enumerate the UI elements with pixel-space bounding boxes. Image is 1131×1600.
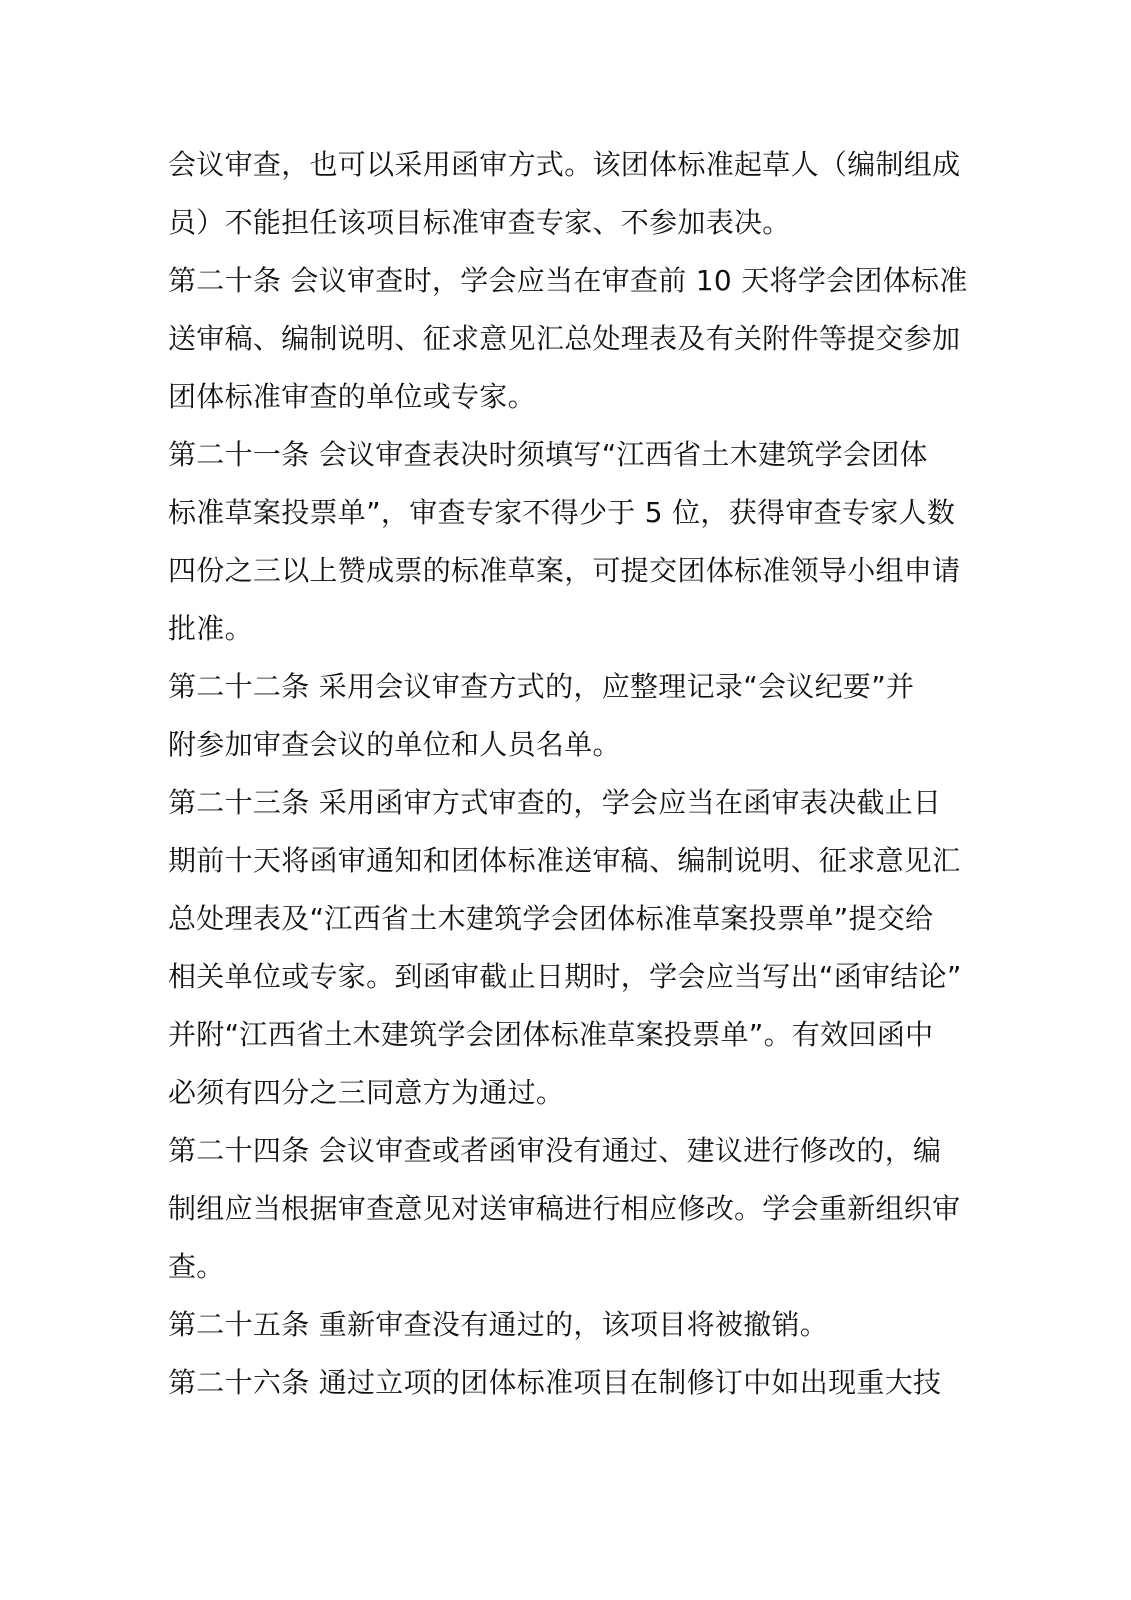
- document-body: [168, 136, 968, 1412]
- text-line: 相关单位或专家。到函审截止日期时，学会应当写出“函审结论”: [168, 960, 962, 993]
- article-25-line: 第二十五条 重新审查没有通过的，该项目将被撤销。: [168, 1308, 829, 1341]
- article-23-line: 第二十三条 采用函审方式审查的，学会应当在函审表决截止日: [168, 786, 942, 819]
- text-line: 期前十天将函审通知和团体标准送审稿、编制说明、征求意见汇: [168, 844, 961, 877]
- text-line: 附参加审查会议的单位和人员名单。: [168, 728, 621, 761]
- text-line: 送审稿、编制说明、征求意见汇总处理表及有关附件等提交参加: [168, 322, 961, 355]
- article-21-line: 第二十一条 会议审查表决时须填写“江西省土木建筑学会团体: [168, 438, 928, 471]
- text-line: 员）不能担任该项目标准审查专家、不参加表决。: [168, 206, 791, 239]
- text-line: 会议审查，也可以采用函审方式。该团体标准起草人（编制组成: [168, 148, 961, 181]
- text-line: 四份之三以上赞成票的标准草案，可提交团体标准领导小组申请: [168, 554, 961, 587]
- article-26-line: 第二十六条 通过立项的团体标准项目在制修订中如出现重大技: [168, 1366, 942, 1399]
- text-line: 标准草案投票单”，审查专家不得少于 5 位，获得审查专家人数: [168, 496, 956, 529]
- text-line: 团体标准审查的单位或专家。: [168, 380, 536, 413]
- article-24-line: 第二十四条 会议审查或者函审没有通过、建议进行修改的，编: [168, 1134, 942, 1167]
- article-22-line: 第二十二条 采用会议审查方式的，应整理记录“会议纪要”并: [168, 670, 915, 703]
- text-line: 并附“江西省土木建筑学会团体标准草案投票单”。有效回函中: [168, 1018, 934, 1051]
- text-line: 必须有四分之三同意方为通过。: [168, 1076, 565, 1109]
- text-line: 批准。: [168, 612, 253, 645]
- text-line: 查。: [168, 1250, 225, 1283]
- text-line: 总处理表及“江西省土木建筑学会团体标准草案投票单”提交给: [168, 902, 934, 935]
- article-20-line: 第二十条 会议审查时，学会应当在审查前 10 天将学会团体标准: [168, 264, 968, 297]
- text-line: 制组应当根据审查意见对送审稿进行相应修改。学会重新组织审: [168, 1192, 961, 1225]
